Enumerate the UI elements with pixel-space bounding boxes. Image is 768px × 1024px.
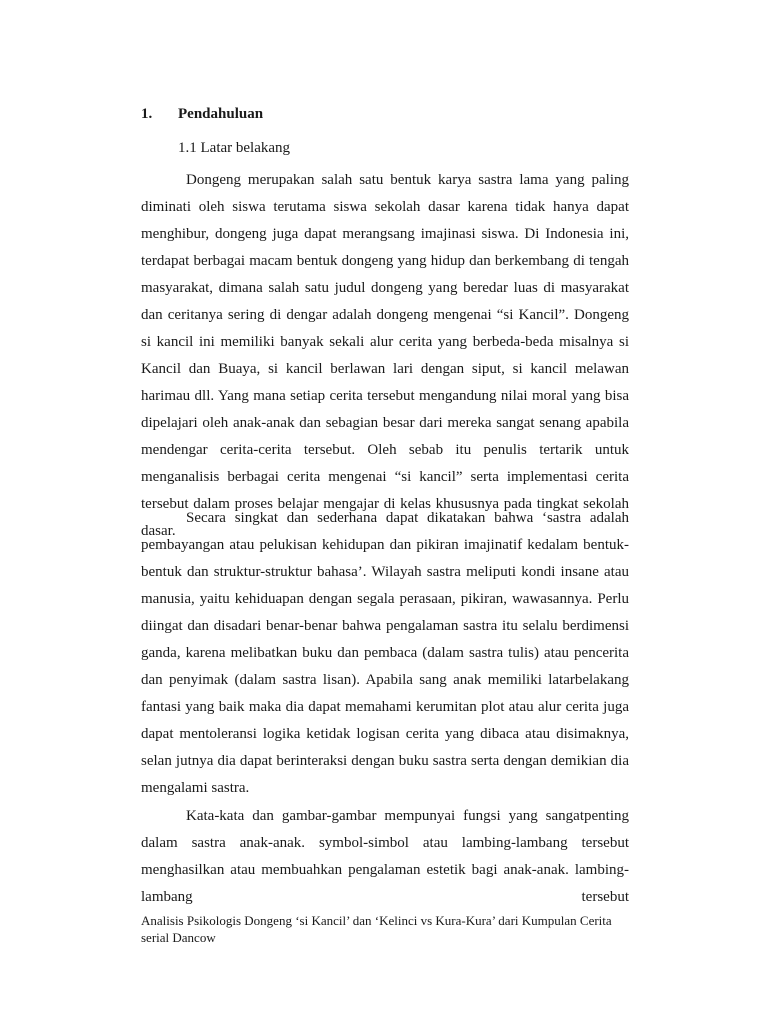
page-footer: Analisis Psikologis Dongeng ‘si Kancil’ dan ‘Kelinci vs Kura-Kura’ dari Kumpulan Cerita serial Dancow bbox=[141, 913, 612, 945]
section-heading bbox=[141, 106, 263, 123]
paragraph-1 bbox=[141, 167, 629, 545]
paragraph-text: Secara singkat dan sederhana dapat dikatakan bahwa ‘sastra adalah pembayangan atau pelukisan kehidupan dan pikiran imajinatif kedalam bentuk-bentuk dan struktur-struktur bahasa’. Wilayah sastra meliputi kondi insane atau manusia, yaitu kehiduapan dengan segala perasaan, pikiran, wawasannya. Perlu diingat dan disadari benar-benar bahwa pengalaman sastra itu selalu berdimensi ganda, karena melibatkan buku dan pembaca (dalam sastra tulis) atau pencerita dan penyimak (dalam sastra lisan). Apabila sang anak memiliki latarbelakang fantasi yang baik maka dia dapat memahami kerumitan plot atau alur cerita juga dapat mentoleransi logika ketidak logisan cerita yang dibaca atau disimaknya, selan jutnya dia dapat berinteraksi dengan buku sastra serta dengan demikian dia mengalami sastra. bbox=[141, 510, 629, 796]
paragraph-2 bbox=[141, 505, 629, 802]
section-number: 1. bbox=[141, 106, 153, 122]
paragraph-3 bbox=[141, 803, 629, 911]
paragraph-text: Kata-kata dan gambar-gambar mempunyai fungsi yang sangatpenting dalam sastra anak-anak. symbol-simbol atau lambing-lambang tersebut menghasilkan atau membuahkan pengalaman estetik bagi anak-anak. lambing-lambang tersebut bbox=[141, 808, 629, 905]
section-title: Pendahuluan bbox=[178, 106, 264, 122]
paragraph-text: Dongeng merupakan salah satu bentuk karya sastra lama yang paling diminati oleh siswa terutama siswa sekolah dasar karena tidak hanya dapat menghibur, dongeng juga dapat merangsang imajinasi siswa. Di Indonesia ini, terdapat berbagai macam bentuk dongeng yang hidup dan berkembang di tengah masyarakat, dimana salah satu judul dongeng yang beredar luas di masyarakat dan ceritanya sering di dengar adalah dongeng mengenai “si Kancil”. Dongeng si kancil ini memiliki banyak sekali alur cerita yang berbeda-beda misalnya si Kancil dan Buaya, si kancil berlawan lari dengan siput, si kancil melawan harimau dll. Yang mana setiap cerita tersebut mengandung nilai moral yang bisa dipelajari oleh anak-anak dan sebagian besar dari mereka sangat senang apabila mendengar cerita-cerita tersebut. Oleh sebab itu penulis tertarik untuk menganalisis berbagai cerita mengenai “si kancil” serta implementasi cerita tersebut dalam proses belajar mengajar di kelas khususnya pada tingkat sekolah dasar. bbox=[141, 172, 629, 539]
subsection-heading: 1.1 Latar belakang bbox=[178, 140, 291, 156]
